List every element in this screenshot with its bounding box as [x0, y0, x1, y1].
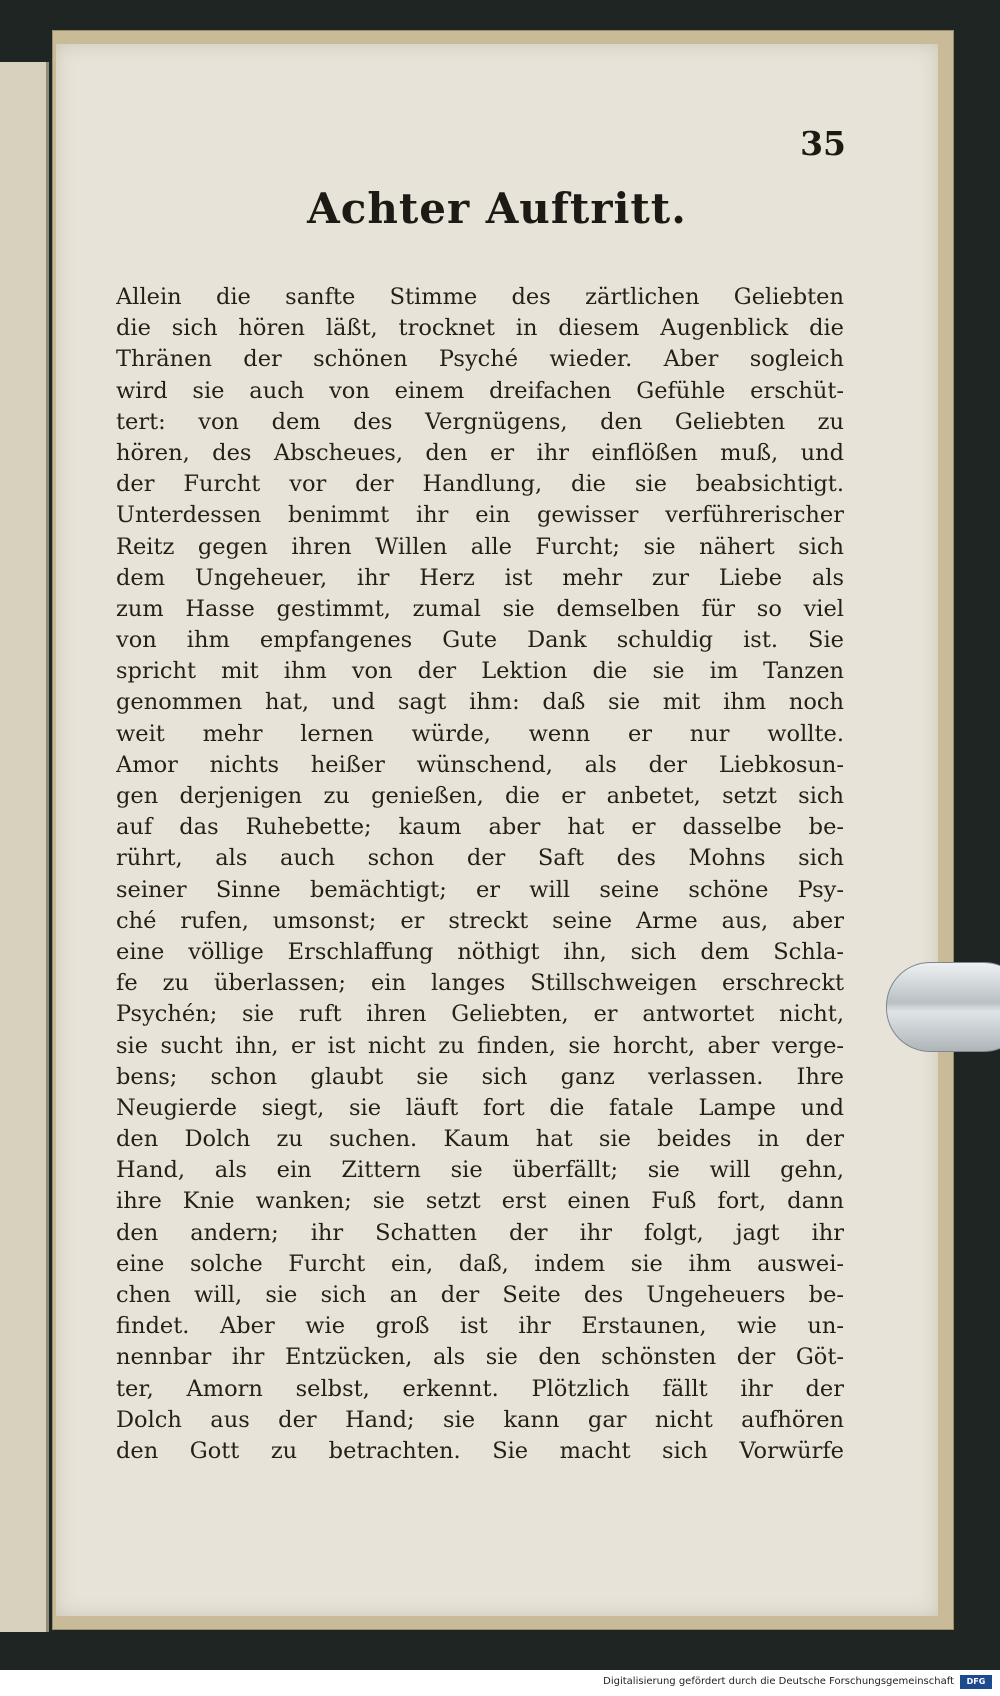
text-line: hören, des Abscheues, den er ihr einflößen muß, und: [116, 439, 844, 466]
text-line: tert: von dem des Vergnügens, den Geliebten zu: [116, 408, 844, 435]
text-line: zum Hasse gestimmt, zumal sie demselben für so viel: [116, 595, 844, 622]
page-number: 35: [800, 124, 846, 163]
text-line: Reitz gegen ihren Willen alle Furcht; sie nähert sich: [116, 533, 844, 560]
text-line: chen will, sie sich an der Seite des Ungeheuers be-: [116, 1282, 844, 1308]
text-line: dem Ungeheuer, ihr Herz ist mehr zur Liebe als: [116, 564, 844, 591]
footer-bar: [0, 1670, 1000, 1696]
text-line: genommen hat, und sagt ihm: daß sie mit ihm noch: [116, 689, 844, 716]
scene-heading: Achter Auftritt.: [307, 184, 687, 233]
text-line: seiner Sinne bemächtigt; er will seine schöne Psy-: [116, 876, 844, 903]
text-line: Allein die sanfte Stimme des zärtlichen Geliebten: [116, 284, 844, 310]
book-page: [56, 44, 938, 1616]
text-line: Hand, als ein Zittern sie überfällt; sie will gehn,: [116, 1157, 844, 1184]
facing-page-edge: [0, 62, 49, 1632]
dfg-logo: DFG: [960, 1675, 992, 1689]
text-line: auf das Ruhebette; kaum aber hat er dasselbe be-: [116, 814, 844, 841]
page-turn-tab[interactable]: [886, 962, 1000, 1052]
text-line: den Gott zu betrachten. Sie macht sich Vorwürfe: [116, 1437, 844, 1464]
text-line: fe zu überlassen; ein langes Stillschweigen erschreckt: [116, 970, 844, 997]
text-line: bens; schon glaubt sie sich ganz verlassen. Ihre: [116, 1063, 844, 1090]
text-line: eine solche Furcht ein, daß, indem sie ihm auswei-: [116, 1250, 844, 1277]
text-line: den Dolch zu suchen. Kaum hat sie beides in der: [116, 1126, 844, 1153]
text-line: Neugierde siegt, sie läuft fort die fatale Lampe und: [116, 1094, 844, 1121]
text-line: der Furcht vor der Handlung, die sie beabsichtigt.: [116, 471, 844, 498]
text-line: Dolch aus der Hand; sie kann gar nicht aufhören: [116, 1406, 844, 1433]
text-line: von ihm empfangenes Gute Dank schuldig ist. Sie: [116, 627, 844, 654]
text-line: ché rufen, umsonst; er streckt seine Arme aus, aber: [116, 907, 844, 934]
text-line: Amor nichts heißer wünschend, als der Liebkosun-: [116, 751, 844, 778]
text-line: weit mehr lernen würde, wenn er nur wollte.: [116, 720, 844, 747]
text-line: spricht mit ihm von der Lektion die sie im Tanzen: [116, 658, 844, 685]
text-line: eine völlige Erschlaffung nöthigt ihn, sich dem Schla-: [116, 938, 844, 965]
text-line: die sich hören läßt, trocknet in diesem Augenblick die: [116, 315, 844, 342]
text-line: nennbar ihr Entzücken, als sie den schönsten der Göt-: [116, 1344, 844, 1371]
funding-credit: Digitalisierung gefördert durch die Deutsche Forschungsgemeinschaft: [603, 1676, 954, 1687]
text-line: Psychén; sie ruft ihren Geliebten, er antwortet nicht,: [116, 1001, 844, 1028]
text-line: sie sucht ihn, er ist nicht zu finden, sie horcht, aber verge-: [116, 1032, 844, 1059]
text-line: gen derjenigen zu genießen, die er anbetet, setzt sich: [116, 783, 844, 809]
body-text: [116, 282, 844, 1467]
text-line: Unterdessen benimmt ihr ein gewisser verführerischer: [116, 502, 844, 529]
text-line: ihre Knie wanken; sie setzt erst einen Fuß fort, dann: [116, 1188, 844, 1215]
text-line: rührt, als auch schon der Saft des Mohns sich: [116, 845, 844, 872]
text-line: den andern; ihr Schatten der ihr folgt, jagt ihr: [116, 1219, 844, 1246]
text-line: ter, Amorn selbst, erkennt. Plötzlich fällt ihr der: [116, 1375, 844, 1402]
text-line: Thränen der schönen Psyché wieder. Aber sogleich: [116, 346, 844, 373]
text-line: findet. Aber wie groß ist ihr Erstaunen, wie un-: [116, 1313, 844, 1340]
text-line: wird sie auch von einem dreifachen Gefühle erschüt-: [116, 377, 844, 404]
